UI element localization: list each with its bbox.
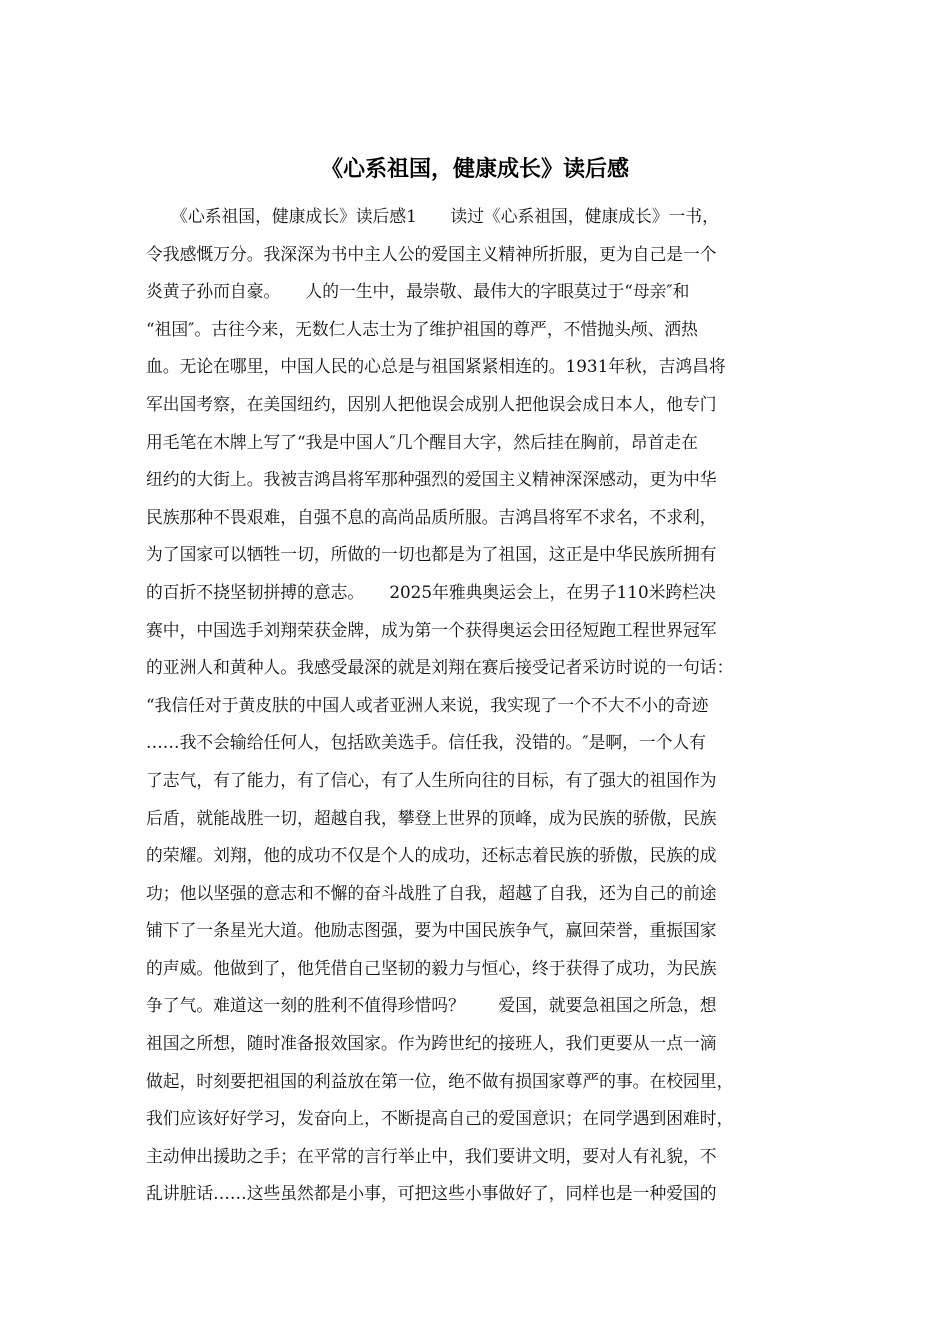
text-line: 了志气，有了能力，有了信心，有了人生所向往的目标，有了强大的祖国作为 bbox=[146, 769, 717, 790]
text-line: 祖国之所想，随时准备报效国家。作为跨世纪的接班人，我们更要从一点一滴 bbox=[146, 1033, 717, 1054]
text-line: 做起，时刻要把祖国的利益放在第一位，绝不做有损国家尊严的事。在校园里， bbox=[146, 1070, 734, 1091]
text-line: 乱讲脏话……这些虽然都是小事，可把这些小事做好了，同样也是一种爱国的 bbox=[146, 1183, 717, 1204]
text-line: ……我不会输给任何人，包括欧美选手。信任我，没错的。″是啊，一个人有 bbox=[146, 732, 707, 753]
text-line: 炎黄子孙而自豪。 人的一生中，最崇敬、最伟大的字眼莫过于“母亲″和 bbox=[146, 281, 690, 302]
text-line: 令我感慨万分。我深深为书中主人公的爱国主义精神所折服，更为自己是一个 bbox=[146, 243, 717, 264]
text-line: 纽约的大街上。我被吉鸿昌将军那种强烈的爱国主义精神深深感动，更为中华 bbox=[146, 469, 717, 490]
text-line: 功；他以坚强的意志和不懈的奋斗战胜了自我，超越了自我，还为自己的前途 bbox=[146, 882, 717, 903]
text-line: 我们应该好好学习，发奋向上，不断提高自己的爱国意识；在同学遇到困难时， bbox=[146, 1108, 734, 1129]
text-line: 的声威。他做到了，他凭借自己坚韧的毅力与恒心，终于获得了成功，为民族 bbox=[146, 957, 717, 978]
text-line: 用毛笔在木牌上写了“我是中国人″几个醒目大字，然后挂在胸前，昂首走在 bbox=[146, 431, 698, 452]
text-line: 血。无论在哪里，中国人民的心总是与祖国紧紧相连的。1931年秋，吉鸿昌将 bbox=[146, 356, 726, 377]
text-line: 铺下了一条星光大道。他励志图强，要为中国民族争气，赢回荣誉，重振国家 bbox=[146, 920, 717, 941]
text-line: “祖国″。古往今来，无数仁人志士为了维护祖国的尊严，不惜抛头颅、洒热 bbox=[146, 318, 698, 339]
text-line: 主动伸出援助之手；在平常的言行举止中，我们要讲文明，要对人有礼貌，不 bbox=[146, 1145, 717, 1166]
text-line: “我信任对于黄皮肤的中国人或者亚洲人来说，我实现了一个不大不小的奇迹 bbox=[146, 694, 709, 715]
text-line: 为了国家可以牺牲一切，所做的一切也都是为了祖国，这正是中华民族所拥有 bbox=[146, 544, 717, 565]
text-line: 军出国考察，在美国纽约，因别人把他误会成别人把他误会成日本人，他专门 bbox=[146, 393, 717, 414]
document-body bbox=[146, 198, 822, 1213]
text-line: 争了气。难道这一刻的胜利不值得珍惜吗？ 爱国，就要急祖国之所急，想 bbox=[146, 995, 717, 1016]
text-line: 的荣耀。刘翔，他的成功不仅是个人的成功，还标志着民族的骄傲，民族的成 bbox=[146, 845, 717, 866]
text-line: 的亚洲人和黄种人。我感受最深的就是刘翔在赛后接受记者采访时说的一句话： bbox=[146, 657, 734, 678]
text-line: 的百折不挠坚韧拼搏的意志。 2025年雅典奥运会上，在男子110米跨栏决 bbox=[146, 581, 716, 602]
document-title: 《心系祖国，健康成长》读后感 bbox=[320, 157, 629, 182]
text-line: 赛中，中国选手刘翔荣获金牌，成为第一个获得奥运会田径短跑工程世界冠军 bbox=[146, 619, 717, 640]
text-line: 民族那种不畏艰难，自强不息的高尚品质所服。吉鸿昌将军不求名，不求利， bbox=[146, 506, 717, 527]
text-line: 后盾，就能战胜一切，超越自我，攀登上世界的顶峰，成为民族的骄傲，民族 bbox=[146, 807, 717, 828]
text-line: 《心系祖国，健康成长》读后感1 读过《心系祖国，健康成长》一书， bbox=[146, 206, 719, 226]
